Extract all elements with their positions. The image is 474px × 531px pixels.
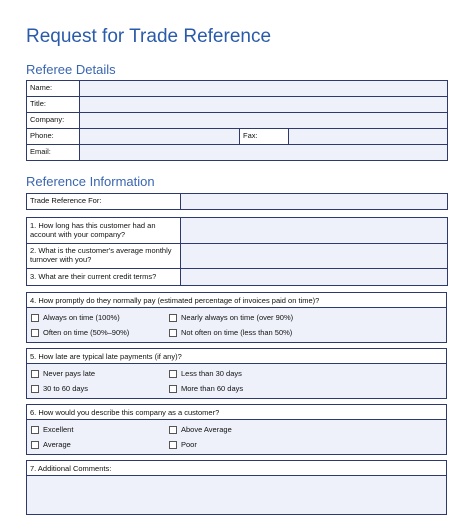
account-questions-table <box>26 217 448 286</box>
phone-field[interactable] <box>80 129 240 145</box>
fax-field[interactable] <box>289 129 448 145</box>
q2-field[interactable] <box>181 244 448 269</box>
trade-reference-field[interactable] <box>181 194 448 210</box>
checkbox-icon[interactable] <box>31 385 39 393</box>
reference-information-heading: Reference Information <box>26 174 155 189</box>
checkbox-icon[interactable] <box>169 370 177 378</box>
q6-option-label: Average <box>43 440 71 449</box>
q3-label: 3. What are their current credit terms? <box>27 269 181 286</box>
q4-option[interactable] <box>169 313 293 322</box>
q5-question: 5. How late are typical late payments (if any)? <box>27 349 446 364</box>
q6-option-label: Above Average <box>181 425 232 434</box>
q4-option-label: Often on time (50%–90%) <box>43 328 130 337</box>
checkbox-icon[interactable] <box>31 426 39 434</box>
q5-option-label: More than 60 days <box>181 384 244 393</box>
q4-question: 4. How promptly do they normally pay (estimated percentage of invoices paid on time)? <box>27 293 446 308</box>
q4-options <box>27 308 446 342</box>
q5-box <box>26 348 447 399</box>
fax-label: Fax: <box>240 129 289 145</box>
trade-reference-table <box>26 193 448 210</box>
q4-option[interactable] <box>31 328 129 337</box>
q1-field[interactable] <box>181 218 448 244</box>
name-field[interactable] <box>80 81 448 97</box>
company-label: Company: <box>27 113 80 129</box>
referee-details-table <box>26 80 448 161</box>
q4-option[interactable] <box>31 313 120 322</box>
checkbox-icon[interactable] <box>31 314 39 322</box>
q4-option[interactable] <box>169 328 292 337</box>
email-label: Email: <box>27 145 80 161</box>
q6-option[interactable] <box>31 425 73 434</box>
name-label: Name: <box>27 81 80 97</box>
q6-option-label: Poor <box>181 440 197 449</box>
q5-option[interactable] <box>169 369 242 378</box>
email-field[interactable] <box>80 145 448 161</box>
checkbox-icon[interactable] <box>31 370 39 378</box>
phone-label: Phone: <box>27 129 80 145</box>
title-field[interactable] <box>80 97 448 113</box>
q5-option[interactable] <box>31 369 95 378</box>
q6-options <box>27 420 446 454</box>
checkbox-icon[interactable] <box>169 314 177 322</box>
q4-option-label: Always on time (100%) <box>43 313 120 322</box>
trade-reference-label: Trade Reference For: <box>27 194 181 210</box>
referee-details-heading: Referee Details <box>26 62 116 77</box>
page-title: Request for Trade Reference <box>26 26 272 47</box>
q5-option[interactable] <box>169 384 243 393</box>
checkbox-icon[interactable] <box>31 329 39 337</box>
q5-options <box>27 364 446 398</box>
q1-label: 1. How long has this customer had an account with your company? <box>27 218 181 244</box>
q6-option[interactable] <box>169 440 197 449</box>
q5-option[interactable] <box>31 384 88 393</box>
q6-option[interactable] <box>169 425 232 434</box>
q6-option-label: Excellent <box>43 425 74 434</box>
q6-option[interactable] <box>31 440 71 449</box>
q5-option-label: Less than 30 days <box>181 369 242 378</box>
q6-box <box>26 404 447 455</box>
checkbox-icon[interactable] <box>169 441 177 449</box>
q4-option-label: Nearly always on time (over 90%) <box>181 313 294 322</box>
q7-box <box>26 460 447 515</box>
title-label: Title: <box>27 97 80 113</box>
q2-label: 2. What is the customer's average monthly turnover with you? <box>27 244 181 269</box>
q6-question: 6. How would you describe this company as a customer? <box>27 405 446 420</box>
q5-option-label: Never pays late <box>43 369 96 378</box>
q5-option-label: 30 to 60 days <box>43 384 89 393</box>
q7-question: 7. Additional Comments: <box>27 461 446 476</box>
q3-field[interactable] <box>181 269 448 286</box>
q4-box <box>26 292 447 343</box>
additional-comments-field[interactable] <box>27 476 446 514</box>
checkbox-icon[interactable] <box>169 385 177 393</box>
checkbox-icon[interactable] <box>169 329 177 337</box>
company-field[interactable] <box>80 113 448 129</box>
checkbox-icon[interactable] <box>169 426 177 434</box>
q4-option-label: Not often on time (less than 50%) <box>181 328 293 337</box>
checkbox-icon[interactable] <box>31 441 39 449</box>
